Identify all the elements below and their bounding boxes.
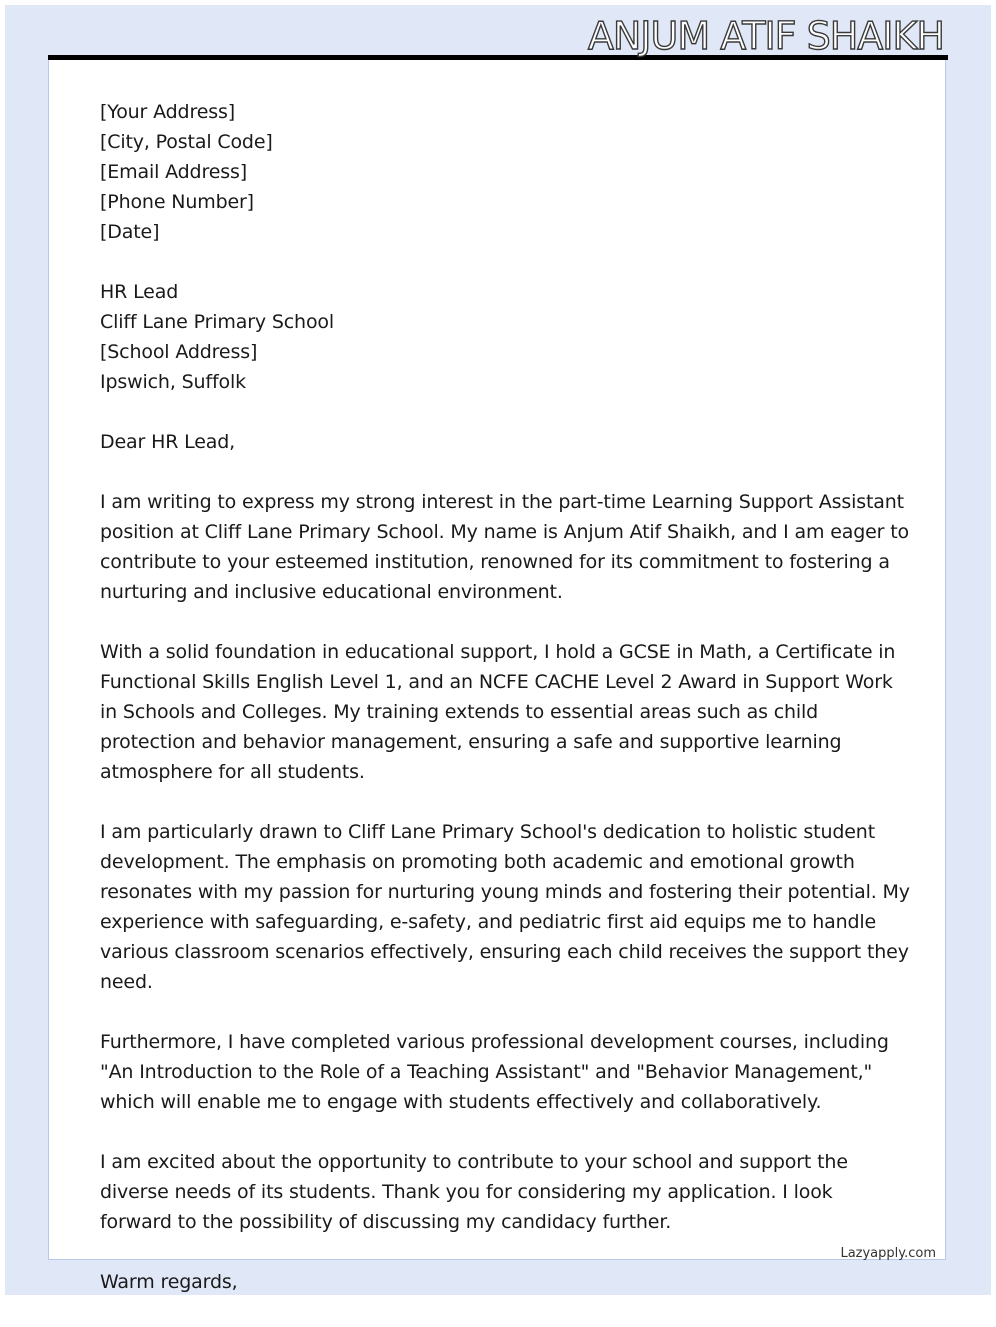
sender-block: [100, 97, 910, 247]
sender-email: [Email Address]: [100, 161, 247, 183]
body-paragraph-3: I am particularly drawn to Cliff Lane Primary School's dedication to holistic student development. The emphasis on promoting both academic and emotional growth resonates with my passion for nurturing young minds and fostering their potential. My experience with safeguarding, e-safety, and pediatric first aid equips me to handle various classroom scenarios effectively, ensuring each child receives the support they need.: [100, 821, 910, 993]
salutation: Dear HR Lead,: [100, 431, 236, 453]
body-paragraph-1: I am writing to express my strong interest in the part-time Learning Support Assistant position at Cliff Lane Primary School. My name is Anjum Atif Shaikh, and I am eager to contribute to your esteemed institution, renowned for its commitment to fostering a nurturing and inclusive educational environment.: [100, 491, 910, 603]
recipient-organization: Cliff Lane Primary School: [100, 311, 335, 333]
sender-address: [Your Address]: [100, 101, 235, 123]
recipient-location: Ipswich, Suffolk: [100, 371, 246, 393]
sender-city-postal: [City, Postal Code]: [100, 131, 273, 153]
recipient-title: HR Lead: [100, 281, 179, 303]
body-paragraph-5: I am excited about the opportunity to contribute to your school and support the diverse needs of its students. Thank you for considering my application. I look forward to the possibility of discussing my candidacy further.: [100, 1151, 848, 1233]
applicant-name-heading: ANJUM ATIF SHAIKH: [587, 14, 944, 58]
closing: Warm regards,: [100, 1271, 238, 1293]
recipient-block: [100, 277, 910, 397]
sender-phone: [Phone Number]: [100, 191, 254, 213]
watermark: Lazyapply.com: [840, 1246, 936, 1261]
body-paragraph-4: Furthermore, I have completed various professional development courses, including "An Introduction to the Role of a Teaching Assistant" and "Behavior Management," which will enable me to engage with students effectively and collaboratively.: [100, 1031, 889, 1113]
letter-date: [Date]: [100, 221, 160, 243]
body-paragraph-2: With a solid foundation in educational support, I hold a GCSE in Math, a Certificate in Functional Skills English Level 1, and an NCFE CACHE Level 2 Award in Support Work in Schools and Colleges. My training extends to essential areas such as child protection and behavior management, ensuring a safe and supportive learning atmosphere for all students.: [100, 641, 896, 783]
cover-letter: [100, 97, 910, 1327]
recipient-address: [School Address]: [100, 341, 258, 363]
